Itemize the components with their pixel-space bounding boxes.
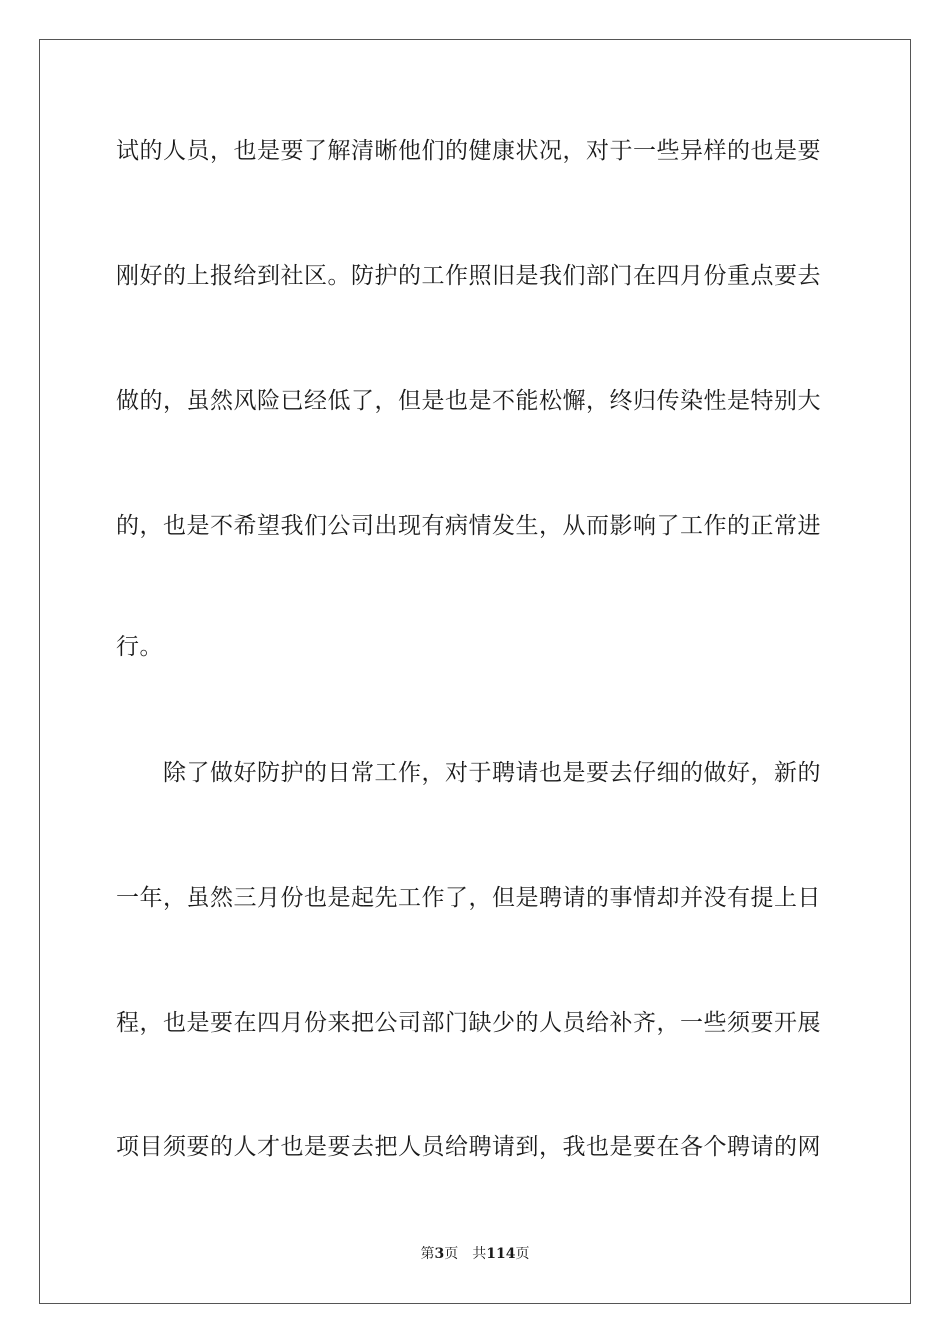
text-line: 程，也是要在四月份来把公司部门缺少的人员给补齐，一些须要开展 xyxy=(116,1010,821,1036)
page-footer xyxy=(0,1244,950,1264)
text-line: 项目须要的人才也是要去把人员给聘请到，我也是要在各个聘请的网 xyxy=(116,1134,821,1160)
text-line: 试的人员，也是要了解清晰他们的健康状况，对于一些异样的也是要 xyxy=(116,138,821,164)
footer-total-prefix: 共 xyxy=(472,1246,487,1262)
footer-prefix: 第 xyxy=(420,1246,435,1262)
total-pages-number: 114 xyxy=(486,1246,516,1262)
text-line: 除了做好防护的日常工作，对于聘请也是要去仔细的做好，新的 xyxy=(116,760,821,786)
text-line: 做的，虽然风险已经低了，但是也是不能松懈，终归传染性是特别大 xyxy=(116,388,821,414)
footer-total-suffix: 页 xyxy=(515,1246,530,1262)
footer-page-suffix: 页 xyxy=(444,1246,459,1262)
text-line: 刚好的上报给到社区。防护的工作照旧是我们部门在四月份重点要去 xyxy=(116,263,821,289)
current-page-number: 3 xyxy=(434,1246,445,1262)
text-line: 的，也是不希望我们公司出现有病情发生，从而影响了工作的正常进 xyxy=(116,513,821,539)
text-line: 行。 xyxy=(116,634,163,660)
page-border xyxy=(39,39,911,1304)
text-line: 一年，虽然三月份也是起先工作了，但是聘请的事情却并没有提上日 xyxy=(116,885,821,911)
